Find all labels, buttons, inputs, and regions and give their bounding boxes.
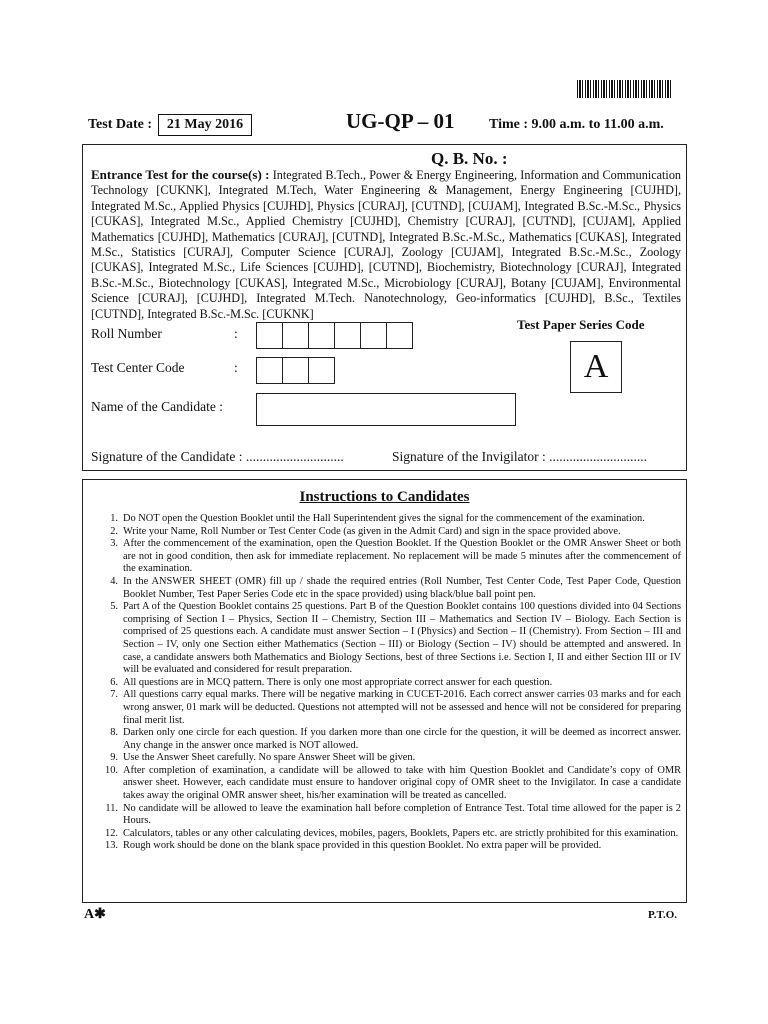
instruction-item — [93, 765, 681, 803]
instruction-text: No candidate will be allowed to leave the examination hall before completion of Entrance Test. Total time allowed for the paper is 2 Hours. — [123, 802, 681, 827]
instruction-number: 10. — [105, 764, 118, 776]
instruction-number: 13. — [105, 840, 118, 852]
test-center-label: Test Center Code — [91, 360, 185, 375]
instruction-number: 2. — [110, 525, 118, 537]
courses-text: Integrated B.Tech., Power & Energy Engineering, Information and Communication Technology [CUKNK], Integrated M.Tech, Water Engineering & Management, Energy Engineering [CUJHD], Integrated M.Sc., Applied Physics [CUJHD], Physics [CURAJ], [CUTND], [CUJAM], Integrated B.Sc.-M.Sc., Physics [CUKAS], Integrated M.Sc., Applied Chemistry [CUJHD], Chemistry [CURAJ], [CUTND], [CUJAM], Applied Mathematics [CUJHD], Mathematics [CURAJ], [CUTND], Integrated B.Sc.-M.Sc., Mathematics [CUKAS], Integrated M.Sc., Statistics [CURAJ], Computer Science [CURAJ], Zoology [CUJAM], Integrated B.Sc.-M.Sc., Zoology [CUKAS], Integrated M.Sc., Life Sciences [CUJHD], [CUTND], Biochemistry, Biotechnology [CURAJ], Integrated B.Sc.-M.Sc., Biotechnology [CUKAS], Integrated M.Sc., Microbiology [CURAJ], Botany [CUJAM], Environmental Science [CURAJ], [CUJHD], Integrated M.Tech. Nanotechnology, Geo-informatics [CUJHD], B.Sc., Textiles [CUTND], Integrated B.Sc.-M.Sc. [CUKNK] — [91, 168, 682, 321]
instruction-item — [93, 513, 681, 526]
instruction-item — [93, 689, 681, 727]
candidate-signature: Signature of the Candidate : ............................. — [91, 449, 344, 464]
instruction-item — [93, 840, 681, 853]
roll-number-cell[interactable] — [308, 322, 335, 349]
barcode — [577, 80, 671, 98]
roll-number-colon: : — [234, 326, 238, 341]
roll-number-cell[interactable] — [256, 322, 283, 349]
course-list — [91, 167, 681, 322]
test-center-cell[interactable] — [282, 357, 309, 384]
instruction-text: Rough work should be done on the blank space provided in this question Booklet. No extra paper will be provided. — [123, 840, 602, 852]
instruction-text: In the ANSWER SHEET (OMR) fill up / shade the required entries (Roll Number, Test Center Code, Test Paper Code, Question Booklet Number, Test Paper Series Code etc in the space provided) using black/blue ball point pen. — [123, 575, 681, 600]
exam-time: Time : 9.00 a.m. to 11.00 a.m. — [489, 117, 664, 132]
instruction-item — [93, 538, 681, 576]
roll-number-cell[interactable] — [360, 322, 387, 349]
test-center-cell[interactable] — [256, 357, 283, 384]
roll-number-label: Roll Number — [91, 326, 162, 341]
instruction-text: Write your Name, Roll Number or Test Center Code (as given in the Admit Card) and sign in the space provided above. — [123, 525, 621, 537]
instruction-item — [93, 727, 681, 752]
series-code-label: Test Paper Series Code — [517, 317, 645, 332]
instruction-number: 3. — [110, 538, 118, 550]
roll-number-cell[interactable] — [334, 322, 361, 349]
instruction-text: Do NOT open the Question Booklet until the Hall Superintendent gives the signal for the commencement of the examination. — [123, 513, 645, 524]
instruction-number: 1. — [110, 513, 118, 524]
instruction-item — [93, 677, 681, 690]
instruction-item — [93, 803, 681, 828]
instruction-item — [93, 526, 681, 539]
instruction-text: After the commencement of the examination, open the Question Booklet. If the Question Booklet or the OMR Answer Sheet or both are not in good condition, then ask for immediate replacement. No replacement will be made 5 minutes after the commencement of the examination. — [123, 538, 681, 575]
instructions-title: Instructions to Candidates — [299, 489, 470, 505]
test-date-value: 21 May 2016 — [158, 114, 252, 136]
instruction-number: 7. — [110, 689, 118, 701]
test-center-cell[interactable] — [308, 357, 335, 384]
invigilator-signature: Signature of the Invigilator : ............................. — [392, 449, 647, 464]
instruction-number: 5. — [110, 601, 118, 613]
candidate-name-field[interactable] — [256, 393, 516, 426]
instruction-text: Darken only one circle for each question. If you darken more than one circle for the question, it will be deemed as incorrect answer. Any change in the answer once marked is NOT allowed. — [123, 727, 681, 751]
series-footer-mark: A✱ — [84, 907, 106, 922]
instruction-number: 9. — [110, 752, 118, 764]
instruction-text: After completion of examination, a candidate will be allowed to take with him Question Booklet and Candidate’s copy of OMR answer sheet. However, each candidate must ensure to handover original copy of OMR sheet to the Invigilator. In case a candidate takes away the original OMR answer sheet, his/her examination will be treated as cancelled. — [123, 764, 681, 802]
instructions-box — [82, 479, 687, 903]
instruction-number: 11. — [105, 802, 118, 814]
candidate-name-label: Name of the Candidate : — [91, 399, 223, 414]
instruction-item — [93, 828, 681, 841]
test-date-label: Test Date : — [88, 117, 153, 132]
test-center-field[interactable] — [256, 357, 334, 384]
entrance-label: Entrance Test for the course(s) : — [91, 167, 270, 182]
instruction-text: Use the Answer Sheet carefully. No spare Answer Sheet will be given. — [123, 752, 416, 764]
instruction-number: 4. — [110, 575, 118, 587]
instruction-number: 8. — [110, 727, 118, 739]
instruction-item — [93, 752, 681, 765]
instruction-item — [93, 601, 681, 677]
pto-label: P.T.O. — [648, 909, 678, 921]
instruction-item — [93, 576, 681, 601]
instruction-text: All questions carry equal marks. There will be negative marking in CUCET-2016. Each correct answer carries 03 marks and for each wrong answer, 01 mark will be deducted. Questions not attempted will not be assessed and hence will not be considered for preparing final merit list. — [123, 689, 681, 726]
paper-code: UG-QP – 01 — [346, 109, 455, 133]
candidate-details-box — [82, 144, 687, 471]
instruction-number: 12. — [105, 827, 118, 839]
instructions-list — [93, 513, 681, 853]
roll-number-cell[interactable] — [386, 322, 413, 349]
roll-number-cell[interactable] — [282, 322, 309, 349]
series-code-box: A — [570, 341, 622, 393]
instruction-number: 6. — [110, 676, 118, 688]
qb-no-label: Q. B. No. : — [431, 149, 508, 168]
instruction-text: Calculators, tables or any other calculating devices, mobiles, pagers, Booklets, Papers etc. are strictly prohibited for this examination. — [123, 827, 679, 839]
instruction-text: Part A of the Question Booklet contains 25 questions. Part B of the Question Booklet contains 100 questions divided into 04 Sections comprising of Section I – Physics, Section II – Chemistry, Section III – Mathematics and Section IV – Biology. Each Section is comprised of 25 questions each. A candidate must answer Section – I (Physics) and Section – II (Chemistry). From Section – III and Section – IV, only one Section either Mathematics (Section – III) or Biology (Section – IV) should be attempted and answered. In case, a candidate answers both Mathematics and Biology Sections, best of three Sections i.e. Section I, II and either Section III or IV will be evaluated and considered for result preparation. — [123, 601, 681, 676]
roll-number-field[interactable] — [256, 322, 412, 349]
exam-header — [88, 109, 688, 139]
test-center-colon: : — [234, 360, 238, 375]
instruction-text: All questions are in MCQ pattern. There is only one most appropriate correct answer for each question. — [123, 676, 553, 688]
